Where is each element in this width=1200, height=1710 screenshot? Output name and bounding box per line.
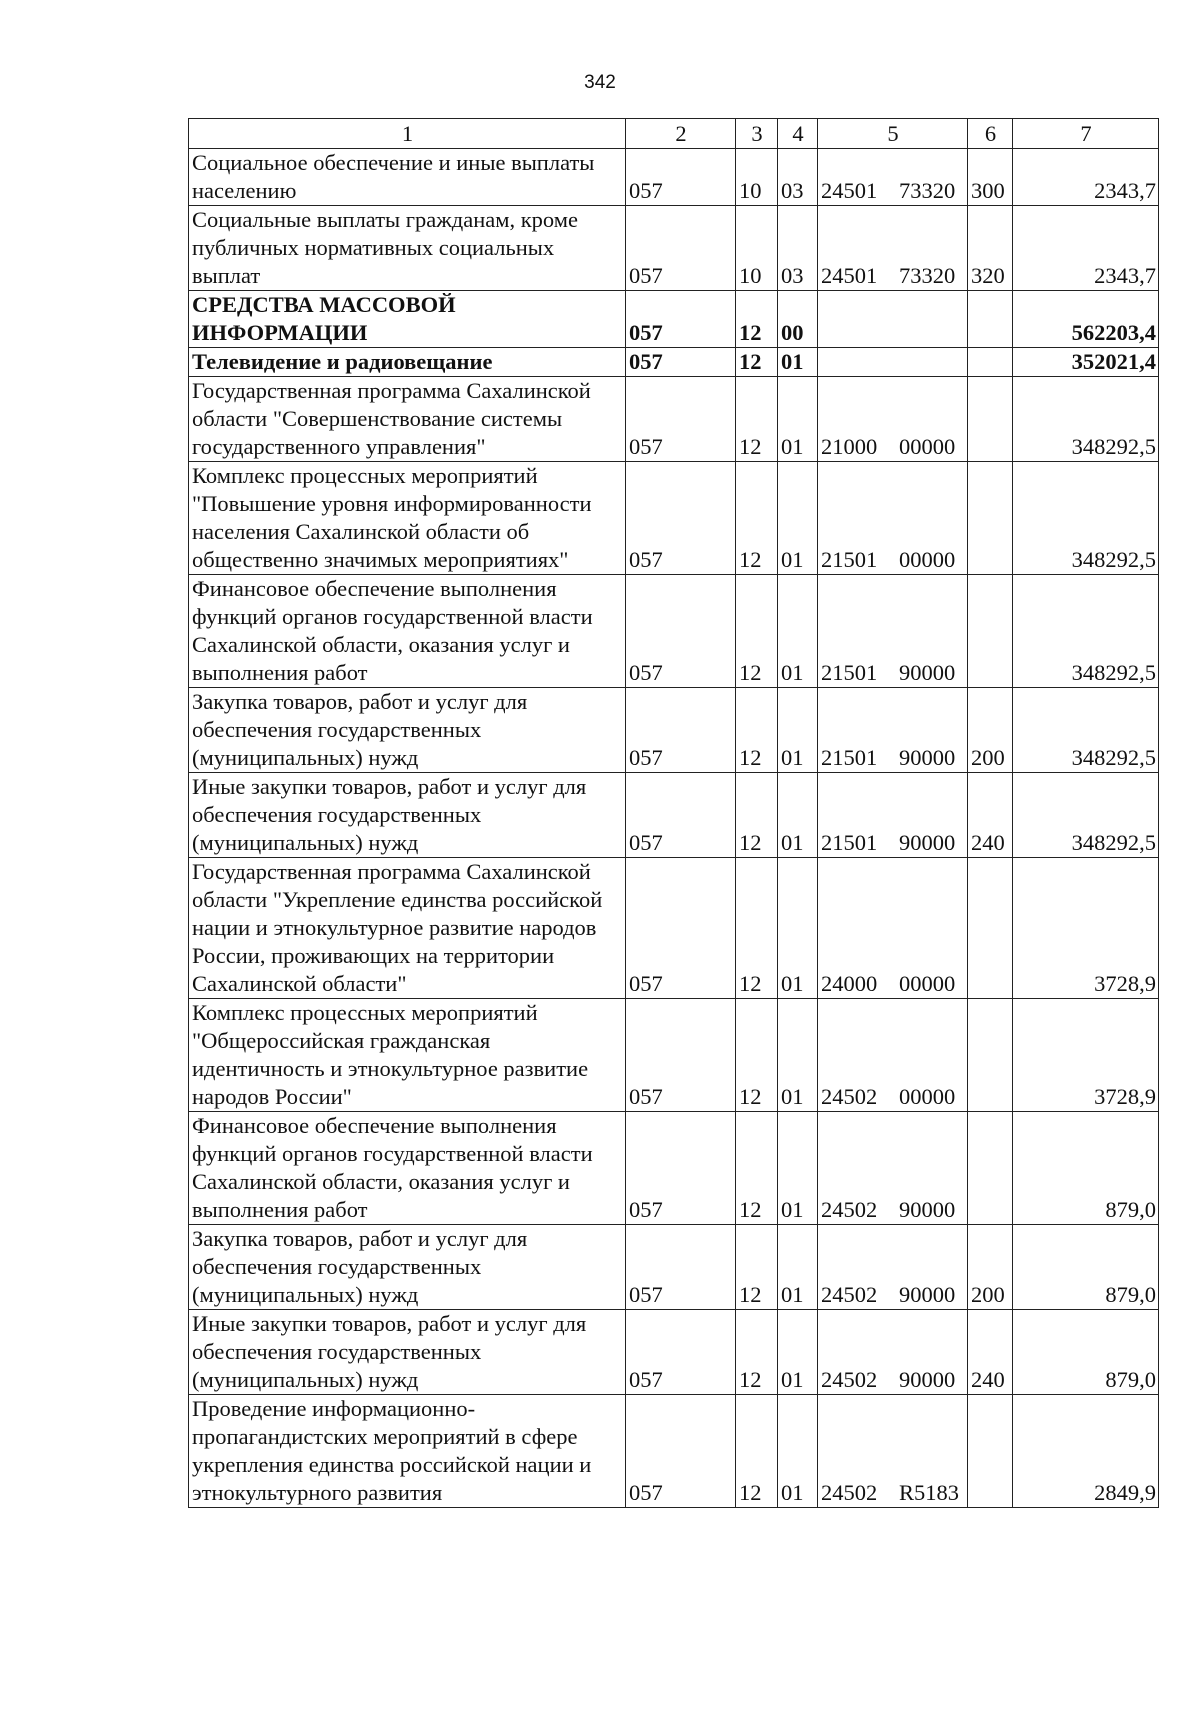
expense-type-cell xyxy=(968,377,1013,462)
table-row xyxy=(189,377,1159,462)
section-code-cell: 12 xyxy=(736,575,778,688)
target-article-direction: 00000 xyxy=(899,547,956,572)
ministry-code-cell: 057 xyxy=(626,1225,736,1310)
ministry-code-cell: 057 xyxy=(626,688,736,773)
row-name-cell: Комплекс процессных мероприятий "Повышение уровня информированности населения Сахалинской области об общественно значимых мероприятиях" xyxy=(189,462,626,575)
target-article-direction: 00000 xyxy=(899,434,956,459)
row-name-cell: Финансовое обеспечение выполнения функций органов государственной власти Сахалинской области, оказания услуг и выполнения работ xyxy=(189,1112,626,1225)
table-row xyxy=(189,1225,1159,1310)
ministry-code-cell: 057 xyxy=(626,206,736,291)
row-name-cell: Государственная программа Сахалинской области "Совершенствование системы государственного управления" xyxy=(189,377,626,462)
target-article-cell xyxy=(818,348,968,377)
target-article-direction: 90000 xyxy=(899,660,956,685)
section-code-cell: 12 xyxy=(736,348,778,377)
table-row xyxy=(189,206,1159,291)
target-article-program: 21000 xyxy=(821,434,878,459)
page-number: 342 xyxy=(584,72,616,93)
target-article-cell xyxy=(818,1310,968,1395)
target-article-program: 24502 xyxy=(821,1282,878,1307)
row-name-cell: Финансовое обеспечение выполнения функций органов государственной власти Сахалинской области, оказания услуг и выполнения работ xyxy=(189,575,626,688)
row-name-cell: Социальные выплаты гражданам, кроме публичных нормативных социальных выплат xyxy=(189,206,626,291)
header-cell: 7 xyxy=(1013,119,1159,149)
target-article-direction: 73320 xyxy=(899,178,956,203)
subsection-code-cell: 01 xyxy=(778,348,818,377)
table-row xyxy=(189,858,1159,999)
expense-type-cell: 320 xyxy=(968,206,1013,291)
target-article-cell xyxy=(818,773,968,858)
amount-cell: 879,0 xyxy=(1013,1310,1159,1395)
section-code-cell: 12 xyxy=(736,688,778,773)
amount-cell: 348292,5 xyxy=(1013,575,1159,688)
row-name-cell: Иные закупки товаров, работ и услуг для обеспечения государственных (муниципальных) нужд xyxy=(189,1310,626,1395)
target-article-cell xyxy=(818,999,968,1112)
amount-cell: 879,0 xyxy=(1013,1225,1159,1310)
target-article-program: 21501 xyxy=(821,830,878,855)
expense-type-cell: 240 xyxy=(968,1310,1013,1395)
section-code-cell: 12 xyxy=(736,1310,778,1395)
subsection-code-cell: 01 xyxy=(778,1310,818,1395)
amount-cell: 3728,9 xyxy=(1013,999,1159,1112)
section-code-cell: 12 xyxy=(736,773,778,858)
subsection-code-cell: 01 xyxy=(778,999,818,1112)
subsection-code-cell: 03 xyxy=(778,206,818,291)
subsection-code-cell: 00 xyxy=(778,291,818,348)
target-article-direction: 90000 xyxy=(899,830,956,855)
table-row xyxy=(189,149,1159,206)
section-code-cell: 10 xyxy=(736,206,778,291)
expense-type-cell xyxy=(968,1395,1013,1508)
target-article-cell xyxy=(818,688,968,773)
row-name-cell: Комплекс процессных мероприятий "Общероссийская гражданская идентичность и этнокультурное развитие народов России" xyxy=(189,999,626,1112)
subsection-code-cell: 01 xyxy=(778,462,818,575)
budget-table xyxy=(188,118,1159,1508)
row-name-cell: Закупка товаров, работ и услуг для обеспечения государственных (муниципальных) нужд xyxy=(189,688,626,773)
expense-type-cell: 300 xyxy=(968,149,1013,206)
ministry-code-cell: 057 xyxy=(626,858,736,999)
ministry-code-cell: 057 xyxy=(626,1310,736,1395)
subsection-code-cell: 01 xyxy=(778,1112,818,1225)
amount-cell: 879,0 xyxy=(1013,1112,1159,1225)
target-article-program: 24502 xyxy=(821,1367,878,1392)
ministry-code-cell: 057 xyxy=(626,999,736,1112)
row-name-cell: Проведение информационно-пропагандистских мероприятий в сфере укрепления единства российской нации и этнокультурного развития xyxy=(189,1395,626,1508)
target-article-program: 24501 xyxy=(821,178,878,203)
ministry-code-cell: 057 xyxy=(626,575,736,688)
subsection-code-cell: 01 xyxy=(778,377,818,462)
table-row xyxy=(189,773,1159,858)
amount-cell: 348292,5 xyxy=(1013,462,1159,575)
table-row xyxy=(189,1395,1159,1508)
table-row xyxy=(189,462,1159,575)
section-code-cell: 12 xyxy=(736,1225,778,1310)
amount-cell: 2343,7 xyxy=(1013,149,1159,206)
amount-cell: 352021,4 xyxy=(1013,348,1159,377)
target-article-cell xyxy=(818,291,968,348)
expense-type-cell xyxy=(968,858,1013,999)
expense-type-cell xyxy=(968,999,1013,1112)
target-article-cell xyxy=(818,149,968,206)
expense-type-cell: 200 xyxy=(968,688,1013,773)
header-cell: 3 xyxy=(736,119,778,149)
table-row xyxy=(189,575,1159,688)
target-article-direction: 00000 xyxy=(899,1084,956,1109)
ministry-code-cell: 057 xyxy=(626,462,736,575)
section-code-cell: 12 xyxy=(736,291,778,348)
target-article-direction: 90000 xyxy=(899,745,956,770)
row-name-cell: Телевидение и радиовещание xyxy=(189,348,626,377)
target-article-direction: R5183 xyxy=(899,1480,960,1505)
target-article-cell xyxy=(818,377,968,462)
target-article-cell xyxy=(818,462,968,575)
expense-type-cell: 240 xyxy=(968,773,1013,858)
header-cell: 1 xyxy=(189,119,626,149)
section-code-cell: 12 xyxy=(736,999,778,1112)
target-article-direction: 00000 xyxy=(899,971,956,996)
expense-type-cell xyxy=(968,348,1013,377)
table-row xyxy=(189,1112,1159,1225)
target-article-cell xyxy=(818,1395,968,1508)
target-article-program: 21501 xyxy=(821,745,878,770)
row-name-cell: Закупка товаров, работ и услуг для обеспечения государственных (муниципальных) нужд xyxy=(189,1225,626,1310)
target-article-program: 24502 xyxy=(821,1480,878,1505)
table-row xyxy=(189,999,1159,1112)
target-article-cell xyxy=(818,858,968,999)
target-article-program: 24502 xyxy=(821,1197,878,1222)
expense-type-cell: 200 xyxy=(968,1225,1013,1310)
amount-cell: 348292,5 xyxy=(1013,773,1159,858)
target-article-cell xyxy=(818,1225,968,1310)
amount-cell: 2343,7 xyxy=(1013,206,1159,291)
target-article-cell xyxy=(818,575,968,688)
row-name-cell: Государственная программа Сахалинской области "Укрепление единства российской нации и этнокультурное развитие народов России, проживающих на территории Сахалинской области" xyxy=(189,858,626,999)
target-article-direction: 90000 xyxy=(899,1367,956,1392)
section-code-cell: 12 xyxy=(736,858,778,999)
subsection-code-cell: 01 xyxy=(778,773,818,858)
target-article-program: 24501 xyxy=(821,263,878,288)
expense-type-cell xyxy=(968,462,1013,575)
section-code-cell: 12 xyxy=(736,377,778,462)
expense-type-cell xyxy=(968,1112,1013,1225)
table-row xyxy=(189,291,1159,348)
table-row xyxy=(189,348,1159,377)
expense-type-cell xyxy=(968,291,1013,348)
row-name-cell: Иные закупки товаров, работ и услуг для обеспечения государственных (муниципальных) нужд xyxy=(189,773,626,858)
ministry-code-cell: 057 xyxy=(626,348,736,377)
subsection-code-cell: 01 xyxy=(778,688,818,773)
target-article-program: 21501 xyxy=(821,547,878,572)
amount-cell: 562203,4 xyxy=(1013,291,1159,348)
target-article-direction: 73320 xyxy=(899,263,956,288)
ministry-code-cell: 057 xyxy=(626,149,736,206)
target-article-program: 21501 xyxy=(821,660,878,685)
section-code-cell: 12 xyxy=(736,1112,778,1225)
expense-type-cell xyxy=(968,575,1013,688)
subsection-code-cell: 01 xyxy=(778,575,818,688)
table-header-row xyxy=(189,119,1159,149)
ministry-code-cell: 057 xyxy=(626,291,736,348)
subsection-code-cell: 01 xyxy=(778,1225,818,1310)
section-code-cell: 12 xyxy=(736,1395,778,1508)
header-cell: 5 xyxy=(818,119,968,149)
target-article-cell xyxy=(818,206,968,291)
target-article-direction: 90000 xyxy=(899,1197,956,1222)
amount-cell: 3728,9 xyxy=(1013,858,1159,999)
section-code-cell: 12 xyxy=(736,462,778,575)
row-name-cell: Социальное обеспечение и иные выплаты населению xyxy=(189,149,626,206)
subsection-code-cell: 01 xyxy=(778,858,818,999)
table-row xyxy=(189,1310,1159,1395)
target-article-direction: 90000 xyxy=(899,1282,956,1307)
ministry-code-cell: 057 xyxy=(626,1395,736,1508)
target-article-cell xyxy=(818,1112,968,1225)
ministry-code-cell: 057 xyxy=(626,773,736,858)
section-code-cell: 10 xyxy=(736,149,778,206)
ministry-code-cell: 057 xyxy=(626,377,736,462)
ministry-code-cell: 057 xyxy=(626,1112,736,1225)
target-article-program: 24502 xyxy=(821,1084,878,1109)
subsection-code-cell: 01 xyxy=(778,1395,818,1508)
amount-cell: 2849,9 xyxy=(1013,1395,1159,1508)
subsection-code-cell: 03 xyxy=(778,149,818,206)
row-name-cell: СРЕДСТВА МАССОВОЙ ИНФОРМАЦИИ xyxy=(189,291,626,348)
amount-cell: 348292,5 xyxy=(1013,377,1159,462)
header-cell: 2 xyxy=(626,119,736,149)
header-cell: 6 xyxy=(968,119,1013,149)
target-article-program: 24000 xyxy=(821,971,878,996)
amount-cell: 348292,5 xyxy=(1013,688,1159,773)
table-row xyxy=(189,688,1159,773)
header-cell: 4 xyxy=(778,119,818,149)
